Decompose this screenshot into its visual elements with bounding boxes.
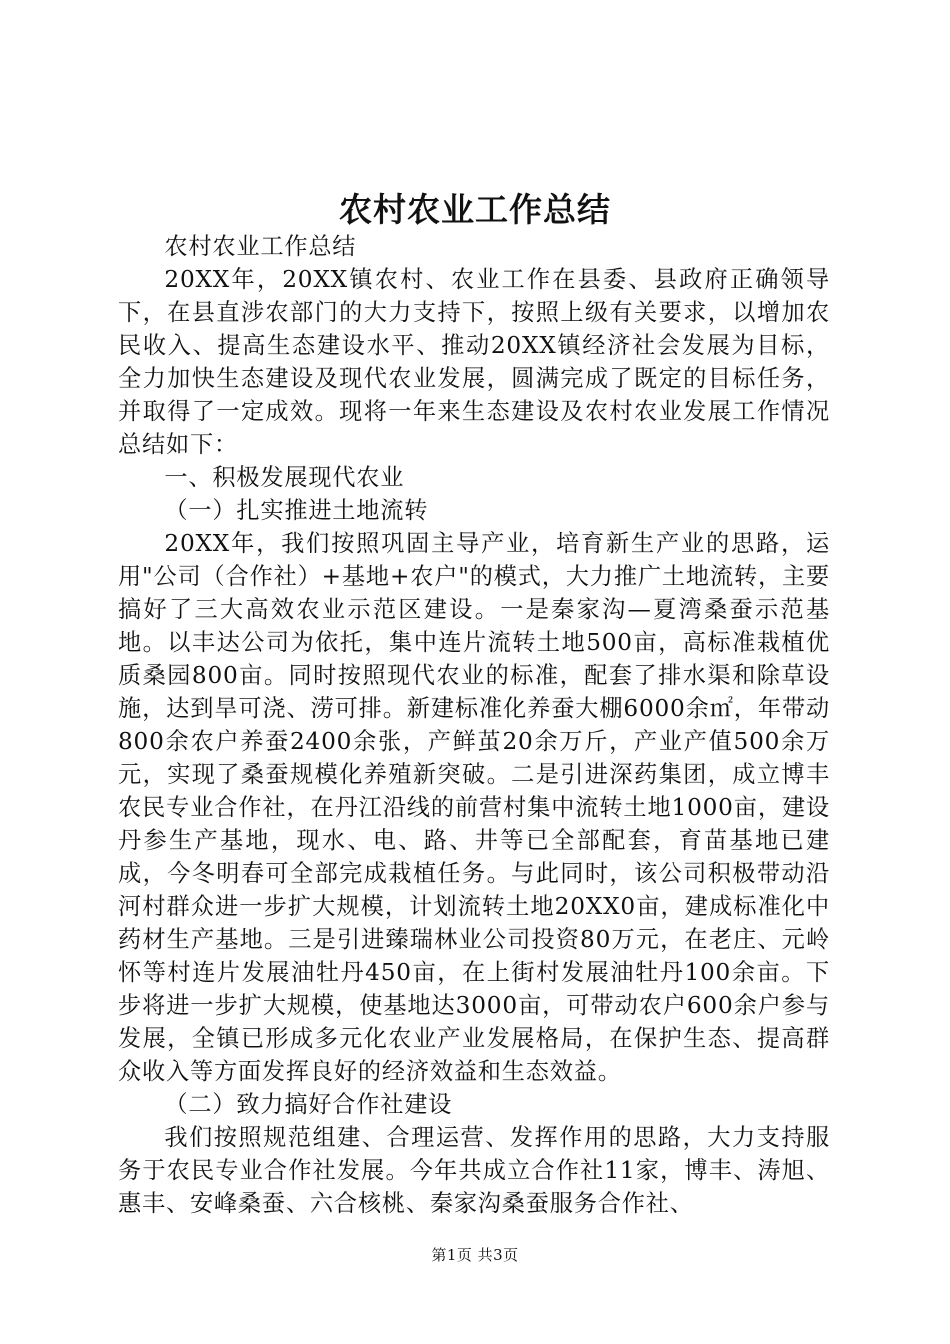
subtitle-paragraph: 农村农业工作总结 (164, 233, 357, 260)
document-title: 农村农业工作总结 (339, 190, 611, 229)
document-body (118, 230, 830, 1220)
page-number-footer: 第1页 共3页 (431, 1246, 519, 1264)
body-paragraph: 20XX年，我们按照巩固主导产业，培育新生产业的思路，运用"公司（合作社）+基地+农户"的模式，大力推广土地流转，主要搞好了三大高效农业示范区建设。一是秦家沟—夏湾桑蚕示范基地。以丰达公司为依托，集中连片流转土地500亩，高标准栽植优质桑园800亩。同时按照现代农业的标准，配套了排水渠和除草设施，达到旱可浇、涝可排。新建标准化养蚕大棚6000余㎡，年带动800余农户养蚕2400余张，产鲜茧20余万斤，产业产值500余万元，实现了桑蚕规模化养殖新突破。二是引进深药集团，成立博丰农民专业合作社，在丹江沿线的前营村集中流转土地1000亩，建设丹参生产基地，现水、电、路、井等已全部配套，育苗基地已建成，今冬明春可全部完成栽植任务。与此同时，该公司积极带动沿河村群众进一步扩大规模，计划流转土地20XX0亩，建成标准化中药材生产基地。三是引进臻瑞林业公司投资80万元，在老庄、元岭怀等村连片发展油牡丹450亩，在上街村发展油牡丹100余亩。下步将进一步扩大规模，使基地达3000亩，可带动农户600余户参与发展，全镇已形成多元化农业产业发展格局，在保护生态、提高群众收入等方面发挥良好的经济效益和生态效益。 (118, 530, 830, 1085)
subsection-heading: （二）致力搞好合作社建设 (164, 1091, 453, 1118)
subsection-heading: （一）扎实推进土地流转 (164, 497, 429, 524)
body-paragraph: 我们按照规范组建、合理运营、发挥作用的思路，大力支持服务于农民专业合作社发展。今年共成立合作社11家，博丰、涛旭、惠丰、安峰桑蚕、六合核桃、秦家沟桑蚕服务合作社、 (118, 1124, 830, 1217)
section-heading: 一、积极发展现代农业 (164, 464, 405, 491)
intro-paragraph: 20XX年，20XX镇农村、农业工作在县委、县政府正确领导下，在县直涉农部门的大力支持下，按照上级有关要求，以增加农民收入、提高生态建设水平、推动20XX镇经济社会发展为目标，全力加快生态建设及现代农业发展，圆满完成了既定的目标任务，并取得了一定成效。现将一年来生态建设及农村农业发展工作情况总结如下： (118, 266, 830, 458)
